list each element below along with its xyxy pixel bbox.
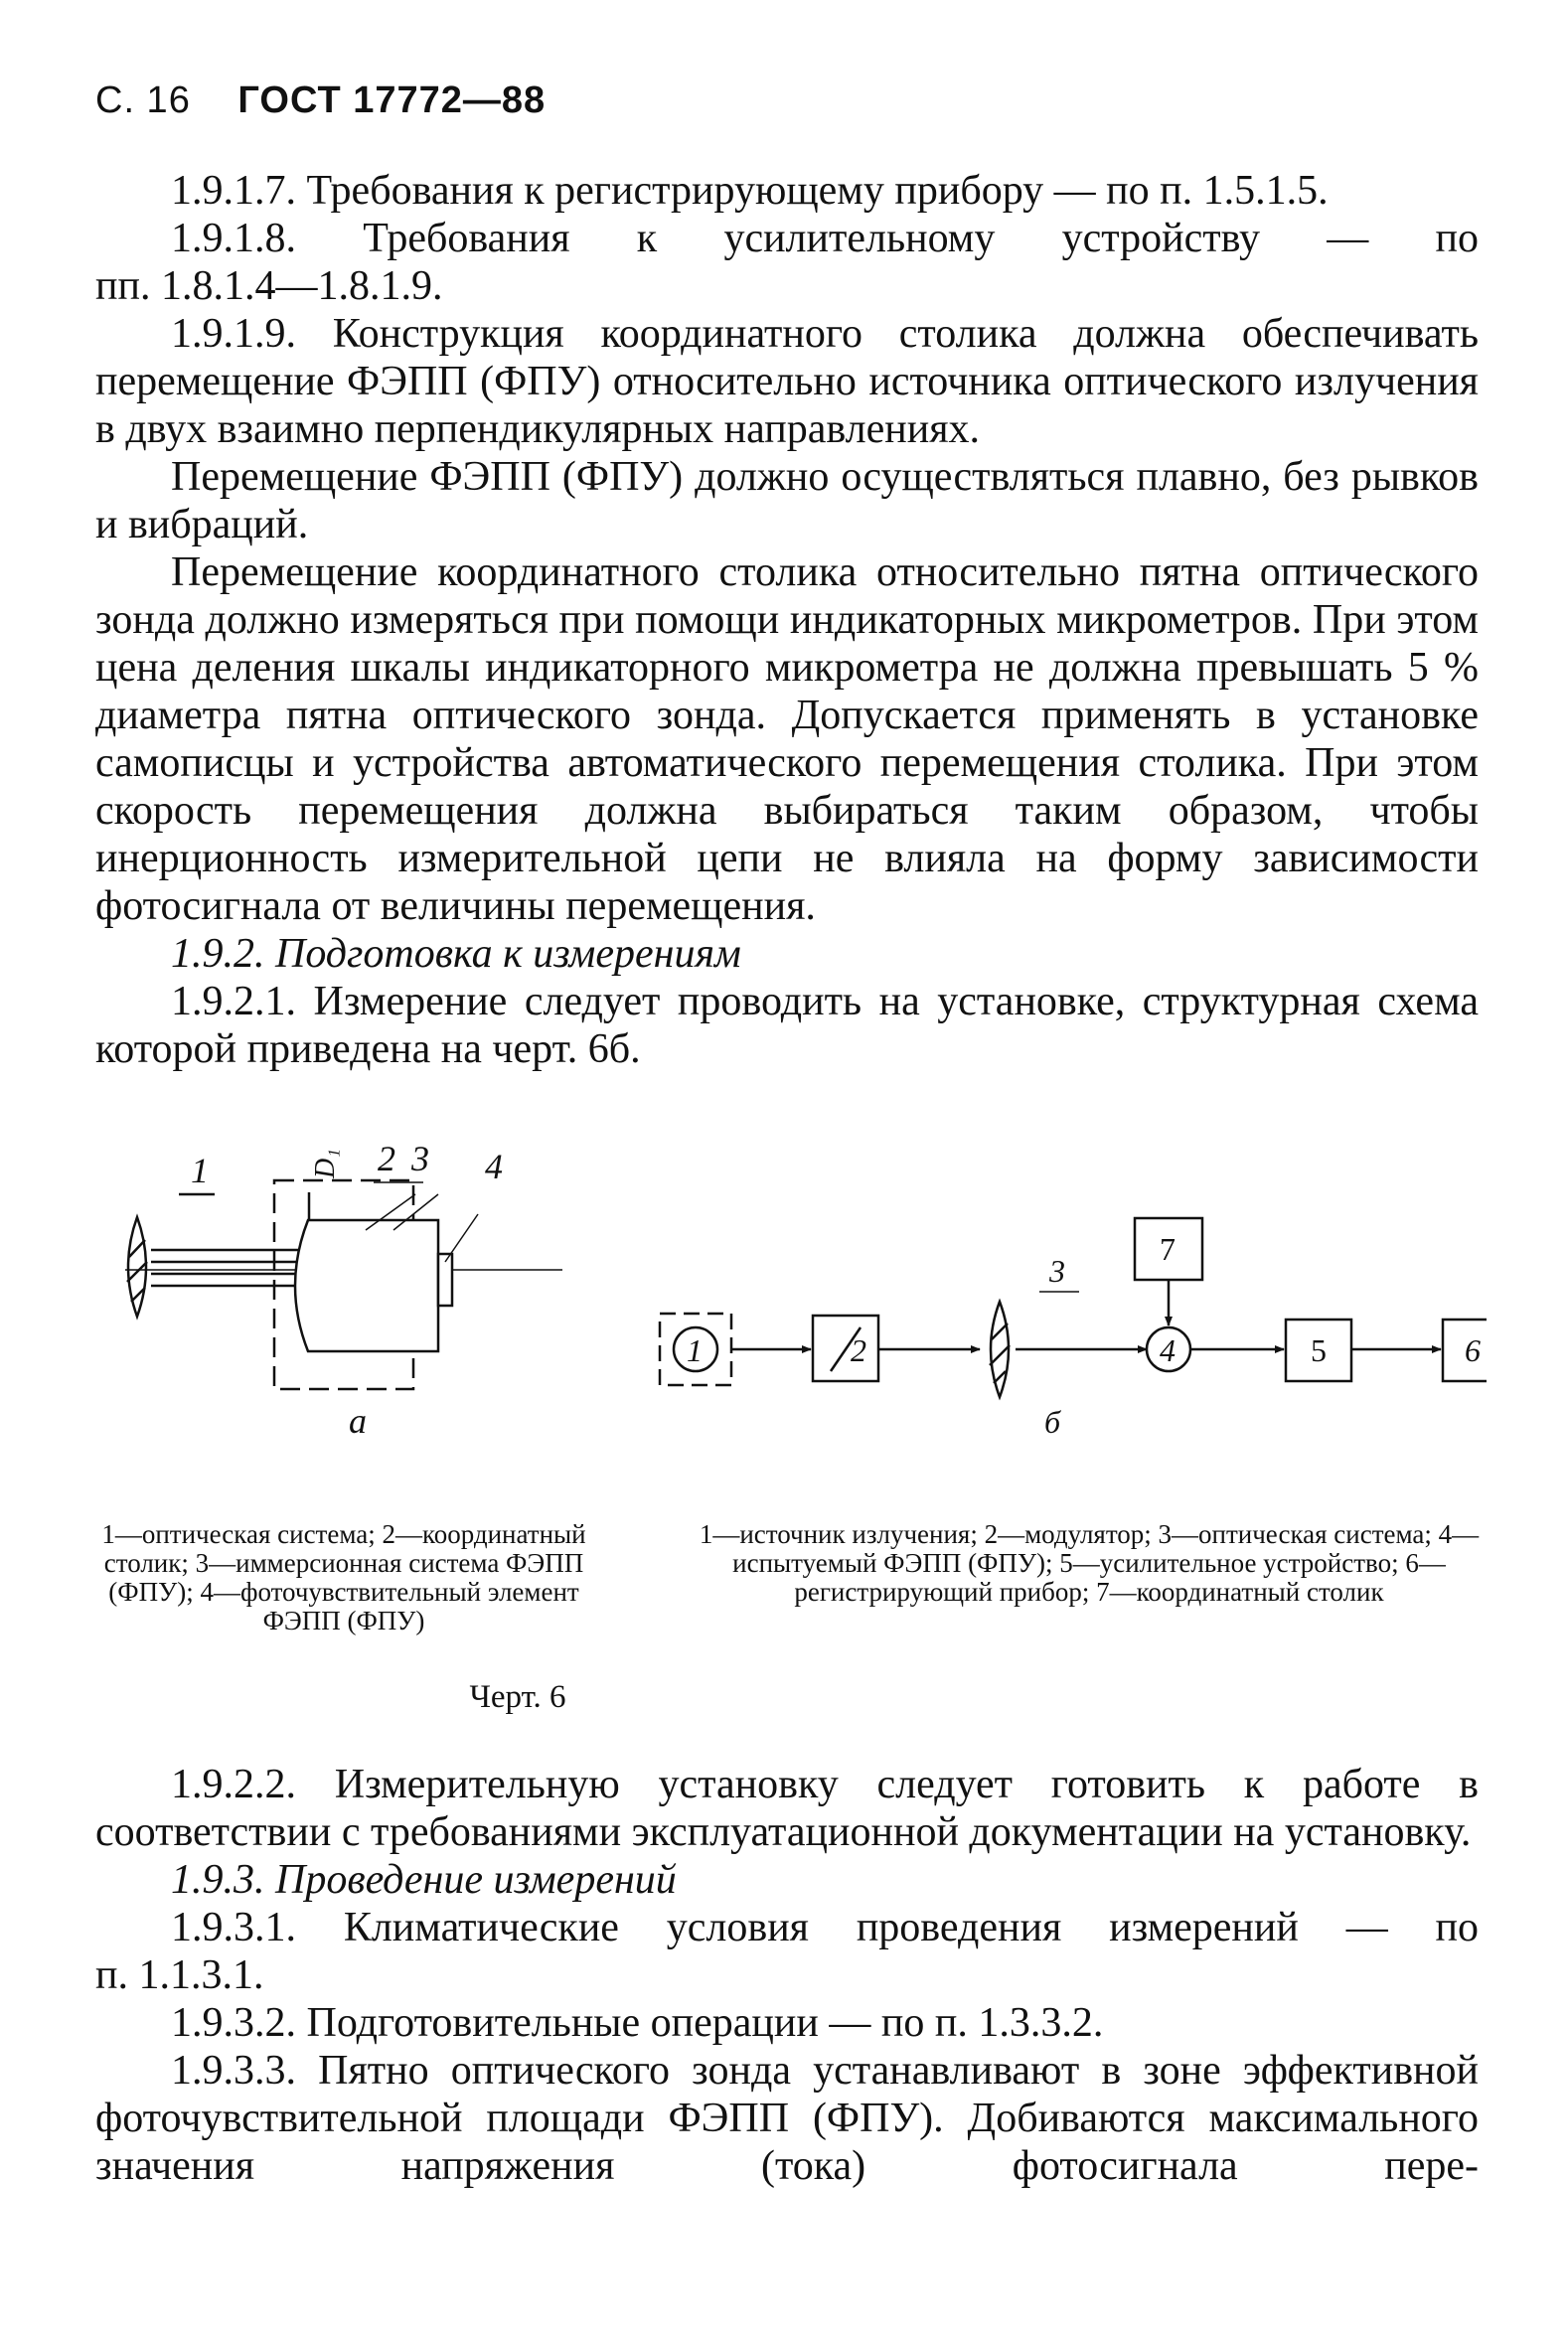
page-number: С. 16	[95, 79, 191, 121]
label-a-3: 3	[411, 1139, 429, 1178]
para-1-9-3-1: 1.9.3.1. Климатические условия проведения измерений — по	[171, 1905, 1479, 1950]
para-1-9-1-8-cont: пп. 1.8.1.4—1.8.1.9.	[95, 263, 443, 309]
para-micrometers: Перемещение координатного столика относительно пятна оптического зонда должно измеряться при помощи индикаторных микрометров. При этом цена деления шкалы индикаторного микрометра не должна превышать 5 % диаметра пятна оптического зонда. Допускается применять в установке самописцы и устройства автоматического перемещения столика. При этом скорость перемещения должна выбираться таким образом, чтобы инерционность измерительной цепи не влияла на форму зависимости фотосигнала от величины перемещения.	[95, 549, 1479, 929]
label-b-4: 4	[1160, 1332, 1176, 1368]
sublabel-b: б	[1044, 1404, 1061, 1440]
label-b-2: 2	[851, 1332, 866, 1368]
standard-code: ГОСТ 17772—88	[237, 79, 547, 121]
diagram-a	[125, 1180, 562, 1389]
figure-diagram	[95, 1123, 1487, 1461]
section-heading-preparation: 1.9.2. Подготовка к измерениям	[171, 931, 741, 977]
label-b-7: 7	[1160, 1231, 1176, 1267]
caption-b: 1—источник излучения; 2—модулятор; 3—оптическая система; 4—испытуемый ФЭПП (ФПУ); 5—усилительное устройство; 6—регистрирующий прибор; 7—координатный столик	[699, 1519, 1480, 1607]
para-1-9-3-2: 1.9.3.2. Подготовительные операции — по п. 1.3.3.2.	[171, 2000, 1104, 2046]
label-a-4: 4	[485, 1147, 503, 1186]
caption-a: 1—оптическая система; 2—координатный столик; 3—иммерсионная система ФЭПП (ФПУ); 4—фоточувствительный элемент ФЭПП (ФПУ)	[101, 1519, 586, 1635]
para-1-9-3-3: 1.9.3.3. Пятно оптического зонда устанавливают в зоне эффективной фоточувствительной площади ФЭПП (ФПУ). Добиваются максимального значения напряжения (тока) фотосигнала пере-	[95, 2048, 1479, 2189]
para-1-9-2-1: 1.9.2.1. Измерение следует проводить на установке, структурная схема которой приведена на черт. 6б.	[95, 979, 1479, 1072]
label-a-2: 2	[378, 1139, 395, 1178]
text-block-bottom	[95, 1761, 1479, 2190]
para-1-9-1-8: 1.9.1.8. Требования к усилительному устройству — по	[171, 216, 1479, 261]
sublabel-a: а	[349, 1401, 367, 1441]
diagram-b	[660, 1218, 1487, 1397]
text-block-top	[95, 167, 1479, 1073]
label-a-d1: D₁	[310, 1149, 341, 1178]
label-a-1: 1	[191, 1151, 209, 1190]
figure-6	[95, 1123, 1487, 1715]
label-b-5: 5	[1311, 1332, 1327, 1368]
label-b-1: 1	[687, 1332, 703, 1368]
figure-title: Черт. 6	[469, 1679, 566, 1715]
section-heading-measurements: 1.9.3. Проведение измерений	[171, 1857, 677, 1903]
label-b-3: 3	[1049, 1253, 1065, 1289]
label-b-6: 6	[1465, 1332, 1481, 1368]
para-1-9-2-2: 1.9.2.2. Измерительную установку следует готовить к работе в соответствии с требованиями эксплуатационной документации на установку.	[95, 1762, 1479, 1855]
para-1-9-1-9: 1.9.1.9. Конструкция координатного столика должна обеспечивать перемещение ФЭПП (ФПУ) относительно источника оптического излучения в двух взаимно перпендикулярных направлениях.	[95, 311, 1479, 452]
para-1-9-1-7: 1.9.1.7. Требования к регистрирующему прибору — по п. 1.5.1.5.	[171, 168, 1329, 214]
diagram-b-labels	[687, 1231, 1481, 1440]
para-movement: Перемещение ФЭПП (ФПУ) должно осуществляться плавно, без рывков и вибраций.	[95, 454, 1479, 547]
para-1-9-3-1-cont: п. 1.1.3.1.	[95, 1952, 264, 1998]
page-header	[95, 79, 546, 122]
